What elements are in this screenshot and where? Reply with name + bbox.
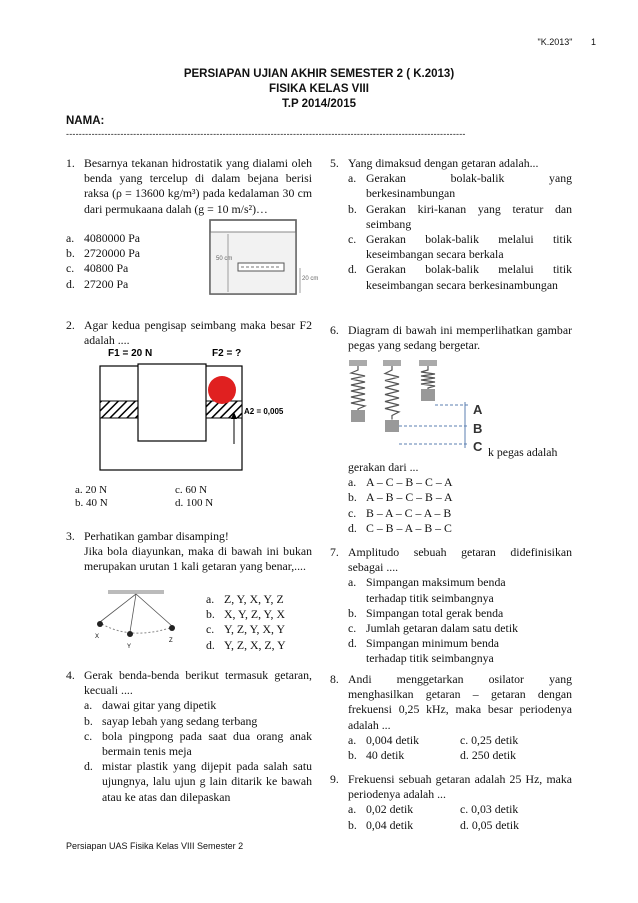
option-d[interactable]: Y, Z, X, Z, Y <box>224 637 286 652</box>
depth-label: 50 cm <box>216 256 233 262</box>
option-a[interactable]: A – C – B – C – A <box>366 475 453 490</box>
question-text: Frekuensi sebuah getaran adalah 25 Hz, maka periodenya adalah ... <box>348 772 572 802</box>
option-b[interactable]: 0,04 detik <box>366 817 414 832</box>
point-label-b: B <box>473 421 483 436</box>
point-label-c: C <box>473 439 483 454</box>
option-c[interactable]: 0,25 detik <box>471 732 519 747</box>
option-d[interactable]: 250 detik <box>471 748 517 763</box>
question-1 <box>66 156 312 217</box>
question-9: 9. Frekuensi sebuah getaran adalah 25 Hz, maka periodenya adalah ... a. 0,02 detik c. 0,03 detik b. 0,04 detik d. 0,05 detik <box>330 772 572 832</box>
question-text-continued: gerakan dari ... <box>348 460 419 474</box>
page-number: 1 <box>590 37 596 47</box>
pendulum-label-y: Y <box>127 644 132 650</box>
option-c[interactable]: Gerakan bolak-balik melalui titik keseimbangan secara berkala <box>366 232 572 262</box>
question-1-options: a. 4080000 Pa b. 2720000 Pa c. 40800 Pa d. 27200 Pa <box>66 231 141 291</box>
option-a[interactable]: 4080000 Pa <box>84 231 141 245</box>
option-d[interactable]: 0,05 detik <box>471 817 519 832</box>
option-b[interactable]: 40 detik <box>366 748 405 763</box>
curriculum-code: "K.2013" <box>537 37 573 47</box>
question-8: 8. Andi menggetarkan osilator yang menghasilkan getaran – getaran dengan frekuensi 0,25 kHz, maka besar periodenya adalah ... a. 0,004 detik c. 0,25 detik b. 40 detik d. 250 detik <box>330 672 572 763</box>
pendulum-diagram <box>86 588 186 652</box>
question-text: Diagram di bawah ini memperlihatkan gambar pegas yang sedang bergetar. <box>348 323 572 353</box>
option-a[interactable]: 0,02 detik <box>366 802 414 817</box>
option-b[interactable]: sayap lebah yang sedang terbang <box>102 713 258 728</box>
option-a[interactable]: Simpangan maksimum benda terhadap titik seimbangnya <box>366 575 506 605</box>
title-line-1: PERSIAPAN UJIAN AKHIR SEMESTER 2 ( K.2013) <box>183 68 455 80</box>
question-number: 6. <box>330 323 339 337</box>
question-3 <box>66 529 312 575</box>
question-text: Andi menggetarkan osilator yang menghasilkan getaran – getaran dengan frekuensi 0,25 kHz, maka besar periodenya adalah ... <box>348 672 572 732</box>
area-2-label: A2 = 0,005 <box>244 407 284 416</box>
option-c[interactable]: bola pingpong pada saat dua orang anak bermain tenis meja <box>102 728 312 759</box>
title-line-2: FISIKA KELAS VIII <box>269 83 369 95</box>
option-b[interactable]: A – B – C – B – A <box>366 490 453 505</box>
option-b[interactable]: Gerakan kiri-kanan yang teratur dan seimbang <box>366 201 572 231</box>
question-2-options: a. 20 N c. 60 N b. 40 N d. 100 N <box>75 484 214 509</box>
question-number: 8. <box>330 672 339 686</box>
question-number: 7. <box>330 545 339 559</box>
option-d[interactable]: C – B – A – B – C <box>366 520 452 535</box>
question-3-options: a. Z, Y, X, Y, Z b. X, Y, Z, Y, X c. Y, Z, Y, X, Y d. Y, Z, X, Z, Y <box>206 592 286 652</box>
question-6-side-text: k pegas adalah <box>488 445 558 459</box>
option-d[interactable]: mistar plastik yang dijepit pada salah satu ujungnya, lalu ujun g lain ditarik ke bawah atau ke atas dan dilepaskan <box>102 759 312 804</box>
force-1-label: F1 = 20 N <box>108 348 153 359</box>
question-6 <box>330 323 572 353</box>
hydraulic-press-diagram <box>98 344 320 474</box>
option-a[interactable]: Gerakan bolak-balik yang berkesinambungan <box>366 171 572 201</box>
option-c[interactable]: B – A – C – A – B <box>366 505 452 520</box>
option-a[interactable]: Z, Y, X, Y, Z <box>224 592 284 606</box>
page-footer: Persiapan UAS Fisika Kelas VIII Semester 2 <box>66 841 244 851</box>
question-number: 1. <box>66 156 75 170</box>
page-header <box>538 37 596 47</box>
name-label: NAMA: <box>66 115 105 127</box>
option-d[interactable]: 27200 Pa <box>84 276 129 291</box>
option-c[interactable]: 60 N <box>185 484 208 496</box>
question-text: Yang dimaksud dengan getaran adalah... <box>348 156 539 170</box>
option-d[interactable]: Simpangan minimum benda terhadap titik seimbangnya <box>366 636 500 666</box>
question-7: 7. Amplitudo sebuah getaran didefinisikan sebagai .... a. Simpangan maksimum benda terhadap titik seimbangnya b. Simpangan total gerak benda c. Jumlah getaran dalam satu detik d. Simpangan minimum benda terhadap titik seimbangnya <box>330 545 572 666</box>
question-number: 2. <box>66 318 75 332</box>
divider-line: ----------------------------------------------------------------------------------------------------------------------------- <box>66 129 466 139</box>
option-d[interactable]: 100 N <box>186 497 214 509</box>
question-number: 4. <box>66 668 75 682</box>
option-b[interactable]: 40 N <box>86 497 108 509</box>
question-text: Amplitudo sebuah getaran didefinisikan sebagai .... <box>348 545 572 575</box>
option-b[interactable]: Simpangan total gerak benda <box>366 605 504 620</box>
question-6-continued: gerakan dari ... a. A – C – B – C – A b. A – B – C – B – A c. B – A – C – A – B d. C – B – A – B – C <box>330 460 572 536</box>
option-b[interactable]: 2720000 Pa <box>84 246 141 261</box>
option-a[interactable]: 0,004 detik <box>366 732 420 747</box>
option-c[interactable]: Y, Z, Y, X, Y <box>224 622 285 637</box>
question-number: 5. <box>330 156 339 170</box>
vessel-diagram <box>208 218 319 298</box>
question-text: Agar kedua pengisap seimbang maka besar F2 adalah .... <box>84 318 312 348</box>
title-line-3: T.P 2014/2015 <box>282 98 356 110</box>
question-text: Gerak benda-benda berikut termasuk getaran, kecuali .... <box>84 668 312 698</box>
question-number: 3. <box>66 529 75 543</box>
option-b[interactable]: X, Y, Z, Y, X <box>224 607 285 622</box>
option-c[interactable]: 40800 Pa <box>84 261 129 276</box>
spring-diagram <box>343 358 493 454</box>
question-5: 5. Yang dimaksud dengan getaran adalah... a. Gerakan bolak-balik yang berkesinambungan b. Gerakan kiri-kanan yang teratur dan seimbang c. Gerakan bolak-balik melalui titik keseimbangan secara berkala d. Gerakan bolak-balik melalui titik keseimbangan secara berkesinambungan <box>330 156 572 292</box>
option-c[interactable]: 0,03 detik <box>471 802 519 817</box>
point-label-a: A <box>473 402 483 417</box>
question-4: 4. Gerak benda-benda berikut termasuk getaran, kecuali .... a. dawai gitar yang dipetik b. sayap lebah yang sedang terbang c. bola pingpong pada saat dua orang anak bermain tenis meja d. mistar plastik yang dijepit pada salah satu ujungnya, lalu ujun g lain ditarik ke bawah atau ke atas dan dilepaskan <box>66 668 312 804</box>
option-a[interactable]: dawai gitar yang dipetik <box>102 698 217 713</box>
force-2-label: F2 = ? <box>212 348 242 359</box>
question-text: Jika bola diayunkan, maka di bawah ini bukan merupakan urutan 1 kali getaran yang benar,.... <box>84 544 312 574</box>
height-label: 20 cm <box>302 276 319 282</box>
pendulum-label-z: Z <box>169 638 173 644</box>
option-a[interactable]: 20 N <box>85 484 108 496</box>
question-number: 9. <box>330 772 339 786</box>
option-d[interactable]: Gerakan bolak-balik melalui titik keseimbangan secara berkesinambungan <box>366 262 572 292</box>
question-text-intro: Perhatikan gambar disamping! <box>84 529 229 543</box>
pendulum-label-x: X <box>95 634 100 640</box>
option-c[interactable]: Jumlah getaran dalam satu detik <box>366 621 519 636</box>
question-text: Besarnya tekanan hidrostatik yang dialami oleh benda yang tercelup di dalam bejana berisi raksa (ρ = 13600 kg/m³) pada kedalaman 30 cm dari permukaana dalah (g = 10 m/s²)… <box>84 156 312 216</box>
